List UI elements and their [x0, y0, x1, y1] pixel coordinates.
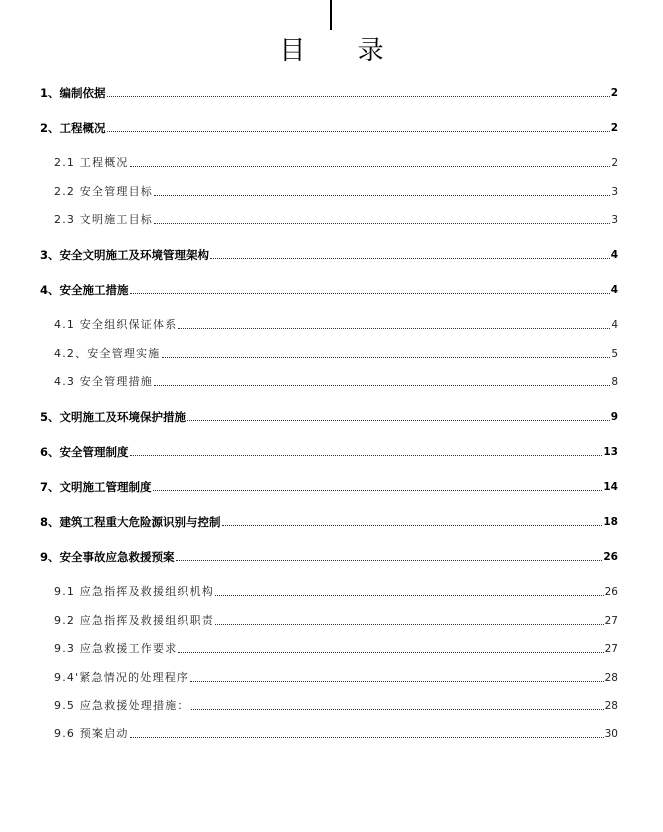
dot-leader	[190, 680, 604, 682]
toc-entry[interactable]	[54, 181, 618, 199]
toc-title: 目 录	[279, 36, 406, 66]
toc-entry-page: 27	[604, 643, 618, 655]
dot-leader	[154, 384, 610, 386]
toc-entry[interactable]	[54, 638, 618, 656]
dot-leader	[154, 194, 610, 196]
toc-entry-page: 8	[611, 376, 618, 388]
toc-entry[interactable]	[54, 343, 618, 361]
toc-entry-text: 8、建筑工程重大危险源识别与控制	[40, 515, 221, 529]
dot-leader	[130, 292, 610, 294]
toc-entry-page: 2	[610, 122, 618, 134]
toc-entry-text: 2.1 工程概况	[54, 156, 129, 169]
toc-entry-page: 4	[610, 284, 618, 296]
dot-leader	[215, 623, 604, 625]
toc-entry-page: 9	[610, 411, 618, 423]
toc-entry[interactable]	[54, 209, 618, 227]
dot-leader	[107, 130, 610, 132]
toc-entry[interactable]	[40, 117, 618, 135]
dot-leader	[107, 95, 610, 97]
toc-entry[interactable]	[40, 82, 618, 100]
toc-entry-text: 9.5 应急救援处理措施：	[54, 699, 190, 712]
toc-entry-text: 9.3 应急救援工作要求	[54, 642, 178, 655]
toc-entry-page: 2	[610, 87, 618, 99]
toc-entry-text: 6、安全管理制度	[40, 445, 129, 459]
toc-entry-text: 4.2、安全管理实施	[54, 347, 161, 360]
toc-entry-text: 9、安全事故应急救援预案	[40, 550, 175, 564]
toc-entry-text: 9.1 应急指挥及救援组织机构	[54, 585, 214, 598]
toc-entry-text: 4.1 安全组织保证体系	[54, 318, 178, 331]
dot-leader	[153, 489, 603, 491]
toc-entry-page: 14	[603, 481, 618, 493]
text-cursor	[330, 0, 332, 30]
toc-entry-text: 7、文明施工管理制度	[40, 480, 152, 494]
toc-entry[interactable]	[54, 371, 618, 389]
dot-leader	[187, 419, 610, 421]
dot-leader	[130, 736, 604, 738]
dot-leader	[130, 165, 611, 167]
toc-entry-text: 2、工程概况	[40, 121, 106, 135]
dot-leader	[176, 559, 603, 561]
toc-entry[interactable]	[40, 546, 618, 564]
dot-leader	[130, 454, 603, 456]
toc-entry-page: 13	[603, 446, 618, 458]
toc-entry[interactable]	[40, 476, 618, 494]
toc-entry-page: 4	[610, 249, 618, 261]
toc-entry-page: 5	[611, 348, 618, 360]
toc-entry[interactable]	[54, 152, 618, 170]
dot-leader	[210, 257, 610, 259]
toc-entry-page: 3	[611, 214, 618, 226]
toc-entry[interactable]	[54, 610, 618, 628]
toc-entry-page: 27	[604, 615, 618, 627]
toc-entry[interactable]	[54, 667, 618, 685]
toc-entry-text: 9.4'紧急情况的处理程序	[54, 671, 190, 684]
dot-leader	[162, 356, 611, 358]
dot-leader	[222, 524, 603, 526]
toc-entry-text: 9.2 应急指挥及救援组织职责	[54, 614, 214, 627]
toc-entry-text: 5、文明施工及环境保护措施	[40, 410, 187, 424]
toc-entry[interactable]	[40, 406, 618, 424]
toc-entry-page: 28	[604, 672, 618, 684]
toc-entry-page: 28	[604, 700, 618, 712]
toc-entry-text: 4.3 安全管理措施	[54, 375, 153, 388]
toc-entry-text: 2.3 文明施工目标	[54, 213, 153, 226]
toc-entry-text: 1、编制依据	[40, 86, 106, 100]
toc-entry-page: 30	[604, 728, 618, 740]
toc-entry[interactable]	[54, 695, 618, 713]
toc-entry[interactable]	[40, 279, 618, 297]
toc-entry[interactable]	[40, 511, 618, 529]
toc-entry-text: 4、安全施工措施	[40, 283, 129, 297]
toc-entry[interactable]	[40, 244, 618, 262]
toc-entry-page: 26	[603, 551, 618, 563]
dot-leader	[178, 327, 610, 329]
dot-leader	[191, 708, 604, 710]
dot-leader	[154, 222, 610, 224]
toc-entry[interactable]	[54, 314, 618, 332]
toc-entry-page: 3	[611, 186, 618, 198]
toc-entry-page: 18	[603, 516, 618, 528]
toc-entry[interactable]	[40, 441, 618, 459]
dot-leader	[178, 651, 603, 653]
toc-entry-page: 26	[604, 586, 618, 598]
toc-entry-page: 2	[611, 157, 618, 169]
toc-entry-text: 2.2 安全管理目标	[54, 185, 153, 198]
toc-entry-text: 9.6 预案启动	[54, 727, 129, 740]
dot-leader	[215, 594, 604, 596]
toc-entry-page: 4	[611, 319, 618, 331]
toc-entry-text: 3、安全文明施工及环境管理架构	[40, 248, 209, 262]
toc-entry[interactable]	[54, 723, 618, 741]
toc-entry[interactable]	[54, 581, 618, 599]
